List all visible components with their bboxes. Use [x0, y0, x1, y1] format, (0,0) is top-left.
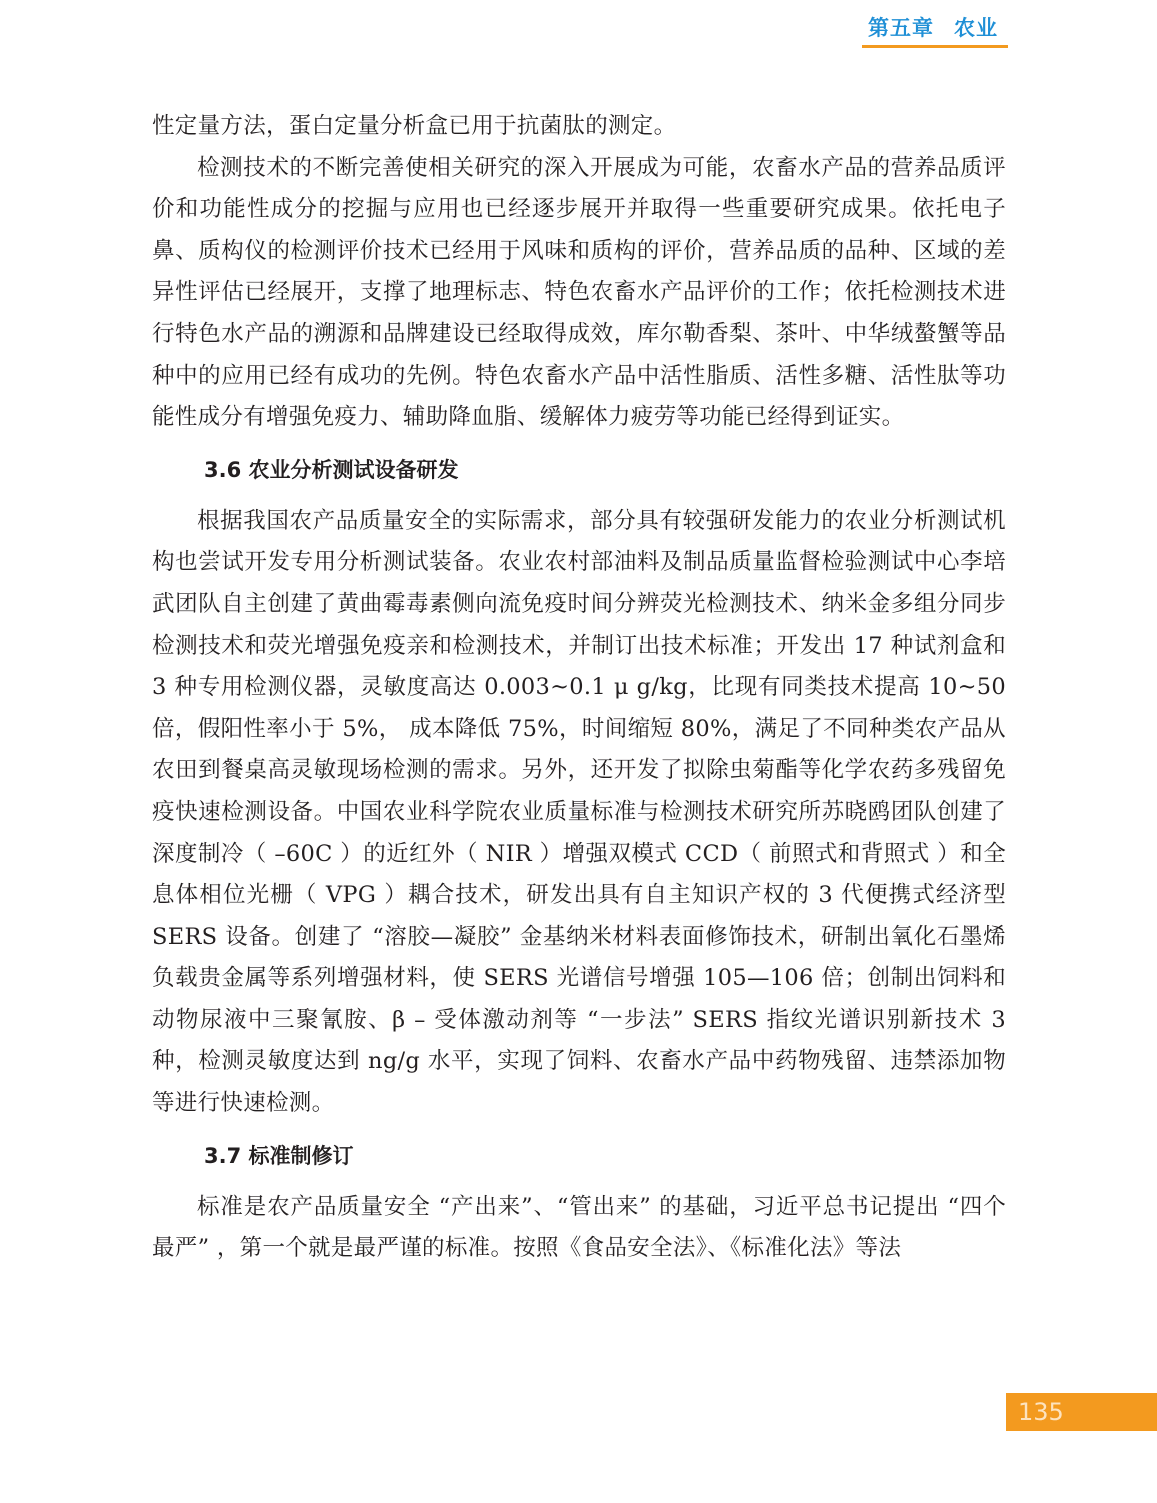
chapter-label: 第五章 — [868, 16, 934, 40]
chapter-topic: 农业 — [954, 16, 998, 40]
paragraph-detection-research: 检测技术的不断完善使相关研究的深入开展成为可能，农畜水产品的营养品质评价和功能性成分的挖掘与应用也已经逐步展开并取得一些重要研究成果。依托电子鼻、质构仪的检测评价技术已经用于风味和质构的评价，营养品质的品种、区域的差异性评估已经展开，支撑了地理标志、特色农畜水产品评价的工作；依托检测技术进行特色水产品的溯源和品牌建设已经取得成效，库尔勒香梨、茶叶、中华绒螯蟹等品种中的应用已经有成功的先例。特色农畜水产品中活性脂质、活性多糖、活性肽等功能性成分有增强免疫力、辅助降血脂、缓解体力疲劳等功能已经得到证实。 — [152, 154, 1006, 431]
paragraph-continuation: 性定量方法，蛋白定量分析盒已用于抗菌肽的测定。 — [152, 113, 677, 139]
section-heading-3-6: 3.6 农业分析测试设备研发 — [204, 457, 459, 482]
page-body — [152, 106, 1006, 1270]
paragraph-standards: 标准是农产品质量安全 “产出来”、“管出来” 的基础，习近平总书记提出 “四个最严” ，第一个就是最严谨的标准。按照《食品安全法》、《标准化法》等法 — [152, 1193, 1006, 1262]
page-number-tab — [1006, 1393, 1157, 1431]
page-number: 135 — [1018, 1398, 1064, 1426]
section-heading-3-7: 3.7 标准制修订 — [204, 1143, 354, 1168]
running-head — [862, 14, 1008, 48]
paragraph-equipment-development: 根据我国农产品质量安全的实际需求，部分具有较强研发能力的农业分析测试机构也尝试开发专用分析测试装备。农业农村部油料及制品质量监督检验测试中心李培武团队自主创建了黄曲霉毒素侧向流免疫时间分辨荧光检测技术、纳米金多组分同步检测技术和荧光增强免疫亲和检测技术，并制订出技术标准；开发出 17 种试剂盒和 3 种专用检测仪器，灵敏度高达 0.003~0.1 μ g/kg，比现有同类技术提高 10~50 倍，假阳性率小于 5%， 成本降低 75%，时间缩短 80%，满足了不同种类农产品从农田到餐桌高灵敏现场检测的需求。另外，还开发了拟除虫菊酯等化学农药多残留免疫快速检测设备。中国农业科学院农业质量标准与检测技术研究所苏晓鸥团队创建了深度制冷（ –60C ）的近红外（ NIR ）增强双模式 CCD（ 前照式和背照式 ）和全息体相位光栅（ VPG ）耦合技术，研发出具有自主知识产权的 3 代便携式经济型 SERS 设备。创建了 “溶胶—凝胶” 金基纳米材料表面修饰技术，研制出氧化石墨烯负载贵金属等系列增强材料，使 SERS 光谱信号增强 105—106 倍；创制出饲料和动物尿液中三聚氰胺、β – 受体激动剂等 “一步法” SERS 指纹光谱识别新技术 3 种，检测灵敏度达到 ng/g 水平，实现了饲料、农畜水产品中药物残留、违禁添加物等进行快速检测。 — [152, 507, 1006, 1117]
